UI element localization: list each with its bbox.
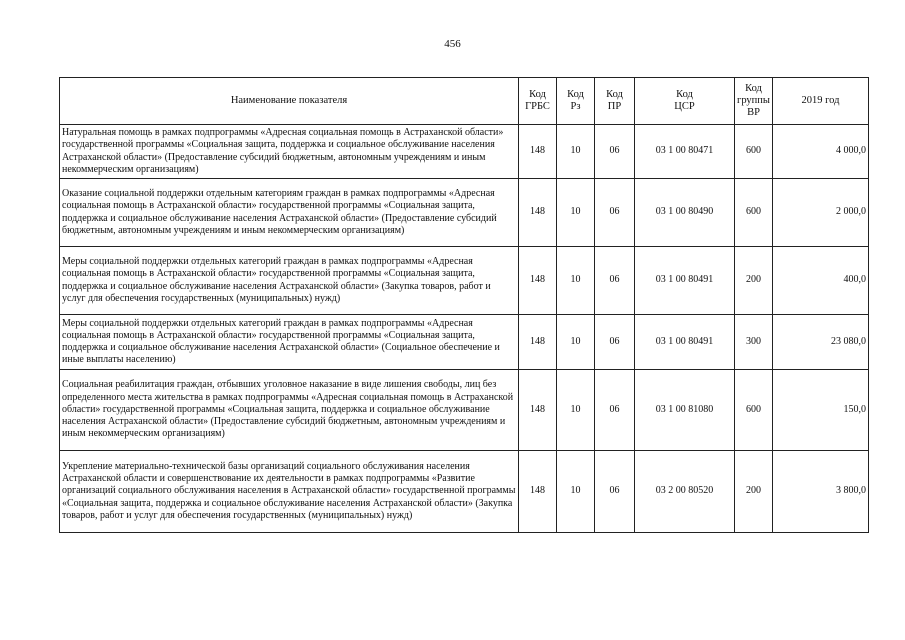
row-csr: 03 1 00 81080 <box>635 370 735 451</box>
row-pr: 06 <box>595 315 635 370</box>
row-csr: 03 1 00 80491 <box>635 247 735 315</box>
table-row <box>60 125 869 179</box>
page-number: 456 <box>444 38 461 50</box>
row-amount: 2 000,0 <box>773 179 869 247</box>
header-grbs: Код ГРБС <box>519 78 557 125</box>
header-name: Наименование показателя <box>60 78 519 125</box>
header-csr: Код ЦСР <box>635 78 735 125</box>
row-vr: 600 <box>735 370 773 451</box>
row-csr: 03 1 00 80491 <box>635 315 735 370</box>
row-pr: 06 <box>595 247 635 315</box>
row-rz: 10 <box>557 179 595 247</box>
row-pr: 06 <box>595 179 635 247</box>
row-amount: 23 080,0 <box>773 315 869 370</box>
row-grbs: 148 <box>519 451 557 533</box>
table-row <box>60 247 869 315</box>
row-csr: 03 2 00 80520 <box>635 451 735 533</box>
row-rz: 10 <box>557 370 595 451</box>
header-row <box>60 78 869 125</box>
row-vr: 200 <box>735 451 773 533</box>
row-amount: 400,0 <box>773 247 869 315</box>
row-name: Натуральная помощь в рамках подпрограммы «Адресная социальная помощь в Астраханской области» государственной программы «Социальная защита, поддержка и социальное обслуживание населения Астраханской области» (Предоставление субсидий бюджетным, автономным учреждениям и иным некоммерческим организациям) <box>60 125 519 179</box>
row-csr: 03 1 00 80490 <box>635 179 735 247</box>
row-rz: 10 <box>557 125 595 179</box>
row-name: Оказание социальной поддержки отдельным категориям граждан в рамках подпрограммы «Адресная социальная помощь в Астраханской области» государственной программы «Социальная защита, поддержка и социальное обслуживание населения Астраханской области» (Предоставление субсидий бюджетным, автономным учреждениям и иным некоммерческим организациям) <box>60 179 519 247</box>
row-vr: 600 <box>735 125 773 179</box>
row-name: Социальная реабилитация граждан, отбывших уголовное наказание в виде лишения свободы, лиц без определенного места жительства в рамках подпрограммы «Адресная социальная помощь в Астраханской области» государственной программы «Социальная защита, поддержка и социальное обслуживание населения Астраханской области» (Предоставление субсидий бюджетным, автономным учреждениям и иным некоммерческим организациям) <box>60 370 519 451</box>
row-vr: 200 <box>735 247 773 315</box>
table-row <box>60 451 869 533</box>
table-row <box>60 179 869 247</box>
row-amount: 4 000,0 <box>773 125 869 179</box>
row-vr: 300 <box>735 315 773 370</box>
row-grbs: 148 <box>519 315 557 370</box>
table-row <box>60 315 869 370</box>
row-name: Меры социальной поддержки отдельных категорий граждан в рамках подпрограммы «Адресная социальная помощь в Астраханской области» государственной программы «Социальная защита, поддержка и социальное обслуживание населения Астраханской области» (Закупка товаров, работ и услуг для обеспечения государственных (муниципальных) нужд) <box>60 247 519 315</box>
row-pr: 06 <box>595 370 635 451</box>
row-rz: 10 <box>557 451 595 533</box>
row-grbs: 148 <box>519 179 557 247</box>
header-year: 2019 год <box>773 78 869 125</box>
row-rz: 10 <box>557 315 595 370</box>
row-pr: 06 <box>595 451 635 533</box>
row-name: Меры социальной поддержки отдельных категорий граждан в рамках подпрограммы «Адресная социальная помощь в Астраханской области» государственной программы «Социальная защита, поддержка и социальное обслуживание населения Астраханской области» (Социальное обеспечение и иные выплаты населению) <box>60 315 519 370</box>
budget-table <box>59 77 869 533</box>
row-amount: 150,0 <box>773 370 869 451</box>
header-pr: Код ПР <box>595 78 635 125</box>
row-grbs: 148 <box>519 125 557 179</box>
row-amount: 3 800,0 <box>773 451 869 533</box>
row-pr: 06 <box>595 125 635 179</box>
header-vr: Код группы ВР <box>735 78 773 125</box>
header-rz: Код Рз <box>557 78 595 125</box>
row-csr: 03 1 00 80471 <box>635 125 735 179</box>
row-name: Укрепление материально-технической базы организаций социального обслуживания населения Астраханской области и совершенствование их деятельности в рамках подпрограммы «Развитие организаций социального обслуживания населения в Астраханской области» государственной программы «Социальная защита, поддержка и социальное обслуживание населения Астраханской области» (Закупка товаров, работ и услуг для обеспечения государственных (муниципальных) нужд) <box>60 451 519 533</box>
row-grbs: 148 <box>519 370 557 451</box>
row-vr: 600 <box>735 179 773 247</box>
row-rz: 10 <box>557 247 595 315</box>
table-row <box>60 370 869 451</box>
row-grbs: 148 <box>519 247 557 315</box>
